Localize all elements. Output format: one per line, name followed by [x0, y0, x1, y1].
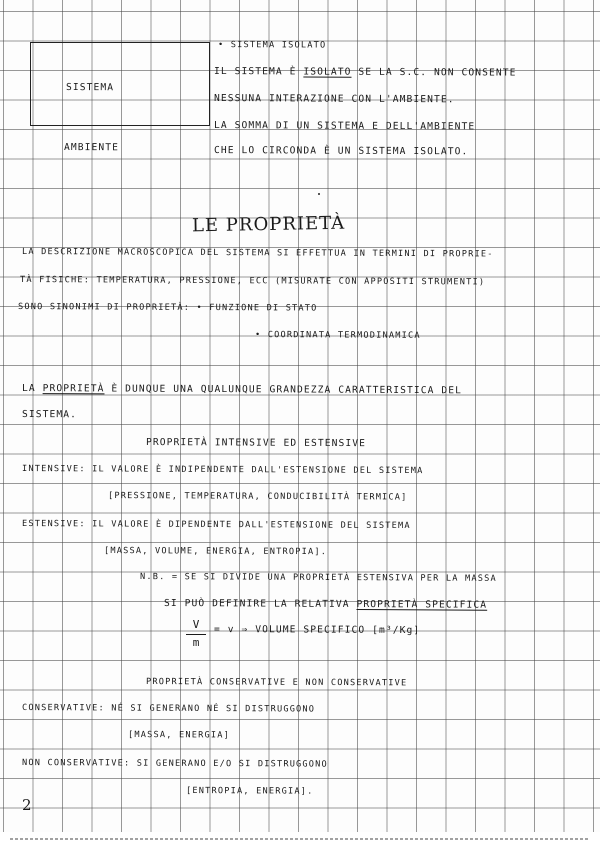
ambient-label: AMBIENTE [63, 142, 120, 154]
isolated-word: ISOLATO [303, 66, 352, 78]
definition-line-2: SISTEMA. [21, 409, 78, 421]
extensive-line-2: [MASSA, VOLUME, ENERGIA, ENTROPIA]. [103, 546, 328, 558]
fraction-numerator: V [192, 618, 200, 631]
isolated-line-3: LA SOMMA DI UN SISTEMA E DELL'AMBIENTE [213, 120, 476, 133]
isolated-line-1-a: IL SISTEMA È [213, 66, 304, 78]
nonconservative-line-2: [ENTROPIA, ENERGIA]. [185, 786, 314, 797]
page-number: 2 [22, 796, 32, 814]
system-label: SISTEMA [65, 82, 115, 94]
description-line-4: • COORDINATA TERMODINAMICA [254, 330, 421, 341]
conservative-heading: PROPRIETÀ CONSERVATIVE E NON CONSERVATIVE [145, 677, 408, 689]
conservative-line-2: [MASSA, ENERGIA] [127, 730, 231, 741]
perforation-edge [10, 838, 590, 840]
intensive-extensive-heading: PROPRIETÀ INTENSIVE ED ESTENSIVE [145, 437, 367, 450]
nb-line-2-a: SI PUÒ DEFINIRE LA RELATIVA [163, 598, 357, 611]
system-box [30, 42, 210, 126]
ink-dot [318, 193, 320, 195]
isolated-line-1-c: SE LA S.C. NON CONSENTE [351, 66, 517, 79]
nonconservative-line-1: NON CONSERVATIVE: SI GENERANO E/O SI DISTRUGGONO [21, 758, 328, 770]
isolated-system-heading: • SISTEMA ISOLATO [217, 40, 327, 51]
nb-line-1: N.B. = SE SI DIVIDE UNA PROPRIETÀ ESTENSIVA PER LA MASSA [139, 572, 497, 584]
description-line-3: SONO SINONIMI DI PROPRIETÀ: • FUNZIONE DI STATO [17, 302, 318, 314]
specific-property: PROPRIETÀ SPECIFICA [356, 599, 488, 611]
conservative-line-1: CONSERVATIVE: NÉ SI GENERANO NÉ SI DISTRUGGONO [21, 703, 316, 715]
nb-line-3: = v ⇒ VOLUME SPECIFICO [m³/Kg] [213, 624, 421, 637]
intensive-line-1: INTENSIVE: IL VALORE È INDIPENDENTE DALL'ESTENSIONE DEL SISTEMA [21, 464, 424, 477]
definition-line-1-a: LA [21, 383, 43, 395]
page-title-text: LE PROPRIETÀ [191, 212, 346, 237]
definition-line-1 [22, 383, 462, 396]
isolated-line-1 [214, 66, 517, 79]
isolated-line-4: CHE LO CIRCONDA È UN SISTEMA ISOLATO. [213, 145, 469, 158]
definition-line-1-c: È DUNQUE UNA QUALUNQUE GRANDEZZA CARATTERISTICA DEL [104, 383, 463, 397]
definition-proprieta: PROPRIETÀ [42, 383, 105, 395]
isolated-line-2: NESSUNA INTERAZIONE CON L'AMBIENTE. [213, 93, 455, 106]
description-line-1: LA DESCRIZIONE MACROSCOPICA DEL SISTEMA SI EFFETTUA IN TERMINI DI PROPRIE- [21, 247, 494, 260]
fraction-denominator: m [192, 636, 200, 649]
nb-line-2 [164, 598, 487, 611]
intensive-line-2: [PRESSIONE, TEMPERATURA, CONDUCIBILITÀ TERMICA] [107, 491, 408, 503]
page-title [192, 213, 346, 237]
extensive-line-1: ESTENSIVE: IL VALORE È DIPENDENTE DALL'ESTENSIONE DEL SISTEMA [21, 519, 411, 532]
description-line-2: TÀ FISICHE: TEMPERATURA, PRESSIONE, ECC (MISURATE CON APPOSITI STRUMENTI) [19, 275, 486, 288]
page-bottom-margin [0, 832, 600, 848]
